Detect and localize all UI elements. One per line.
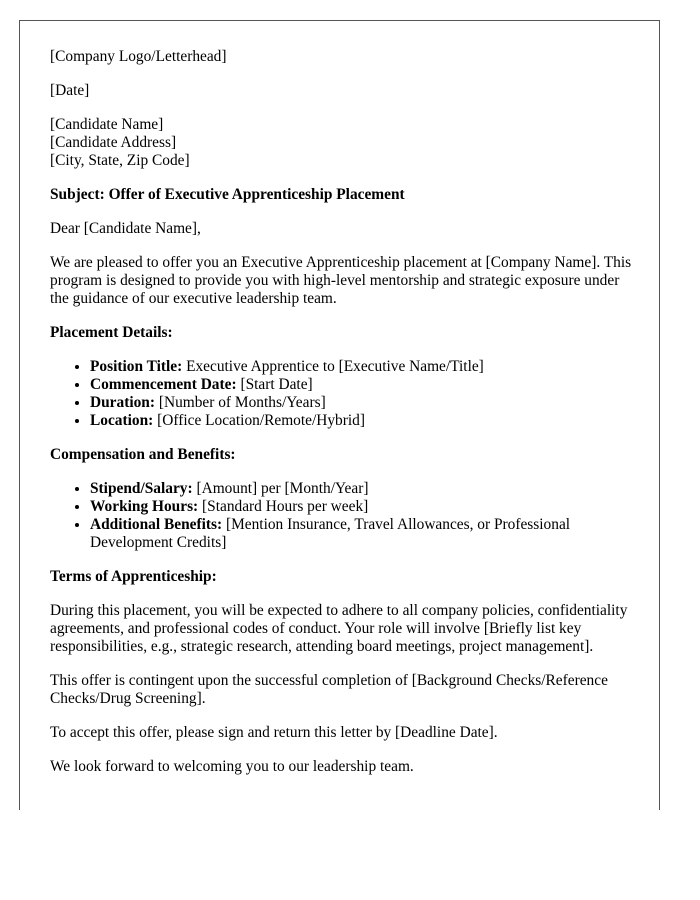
item-value: Executive Apprentice to [Executive Name/Title] <box>182 358 484 375</box>
recipient-block <box>50 116 640 170</box>
placement-list <box>50 358 640 430</box>
acceptance-paragraph: To accept this offer, please sign and return this letter by [Deadline Date]. <box>50 724 498 741</box>
item-label: Location: <box>90 412 154 429</box>
letter-subject: Subject: Offer of Executive Apprenticeship Placement <box>50 186 405 203</box>
salutation: Dear [Candidate Name], <box>50 220 201 237</box>
closing-paragraph: We look forward to welcoming you to our leadership team. <box>50 758 414 775</box>
list-item <box>90 516 640 552</box>
item-label: Commencement Date: <box>90 376 237 393</box>
intro-paragraph: We are pleased to offer you an Executive Apprenticeship placement at [Company Name]. This program is designed to provide you with high-level mentorship and strategic exposure under the guidance of our executive leadership team. <box>50 254 632 307</box>
list-item <box>90 498 640 516</box>
terms-heading: Terms of Apprenticeship: <box>50 568 217 585</box>
item-value: [Amount] per [Month/Year] <box>192 480 369 497</box>
list-item <box>90 394 640 412</box>
letter-content <box>50 48 640 792</box>
contingency-paragraph: This offer is contingent upon the successful completion of [Background Checks/Reference Checks/Drug Screening]. <box>50 672 608 707</box>
item-value: [Office Location/Remote/Hybrid] <box>153 412 365 429</box>
terms-paragraph: During this placement, you will be expected to adhere to all company policies, confidentiality agreements, and professional codes of conduct. Your role will involve [Briefly list key responsibilities, e.g., strategic research, attending board meetings, project management]. <box>50 602 628 655</box>
recipient-address: [Candidate Address] <box>50 134 177 151</box>
recipient-name: [Candidate Name] <box>50 116 164 133</box>
recipient-city: [City, State, Zip Code] <box>50 152 190 169</box>
placement-heading: Placement Details: <box>50 324 173 341</box>
list-item <box>90 358 640 376</box>
item-value: [Start Date] <box>236 376 313 393</box>
item-label: Position Title: <box>90 358 183 375</box>
letter-page <box>19 20 660 810</box>
compensation-heading: Compensation and Benefits: <box>50 446 236 463</box>
item-label: Duration: <box>90 394 155 411</box>
item-value: [Number of Months/Years] <box>154 394 326 411</box>
list-item <box>90 412 640 430</box>
list-item <box>90 376 640 394</box>
letterhead: [Company Logo/Letterhead] <box>50 48 227 65</box>
item-value: [Mention Insurance, Travel Allowances, or Professional Development Credits] <box>90 516 571 551</box>
compensation-list <box>50 480 640 552</box>
item-label: Stipend/Salary: <box>90 480 193 497</box>
item-label: Additional Benefits: <box>90 516 223 533</box>
list-item <box>90 480 640 498</box>
letter-date: [Date] <box>50 82 90 99</box>
item-label: Working Hours: <box>90 498 199 515</box>
item-value: [Standard Hours per week] <box>198 498 369 515</box>
